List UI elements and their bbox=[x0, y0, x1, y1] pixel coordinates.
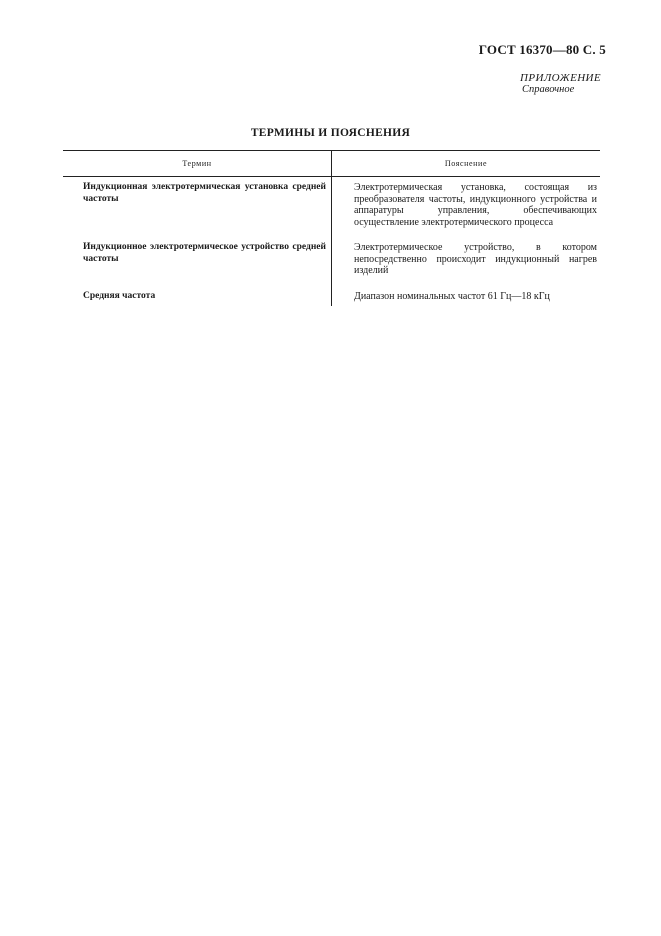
table-row bbox=[63, 177, 600, 239]
definition-cell: Диапазон номинальных частот 61 Гц—18 кГц bbox=[354, 290, 550, 302]
document-code: ГОСТ 16370—80 С. 5 bbox=[478, 42, 606, 57]
column-header-definition: Пояснение bbox=[332, 151, 601, 177]
term-cell: Индукционное электротермическое устройство средней частоты bbox=[63, 238, 332, 287]
appendix-label-block bbox=[520, 73, 601, 95]
definition-cell: Электротермическая установка, состоящая из преобразователя частоты, индукционного устройства и аппаратуры управления, обеспечивающих осуществление электротермического процесса bbox=[354, 182, 597, 228]
appendix-label: ПРИЛОЖЕНИЕ bbox=[520, 72, 601, 84]
definition-cell: Электротермическое устройство, в котором непосредственно происходит индукционный нагрев изделий bbox=[354, 242, 597, 276]
table-header-row bbox=[63, 151, 600, 177]
terms-table bbox=[63, 150, 600, 306]
section-title: ТЕРМИНЫ И ПОЯСНЕНИЯ bbox=[250, 127, 411, 139]
term-cell: Индукционная электротермическая установка средней частоты bbox=[63, 177, 332, 239]
term-cell: Средняя частота bbox=[63, 287, 332, 307]
column-header-term: Термин bbox=[63, 151, 332, 177]
table-row bbox=[63, 238, 600, 287]
table-row bbox=[63, 287, 600, 307]
appendix-type: Справочное bbox=[522, 84, 575, 95]
